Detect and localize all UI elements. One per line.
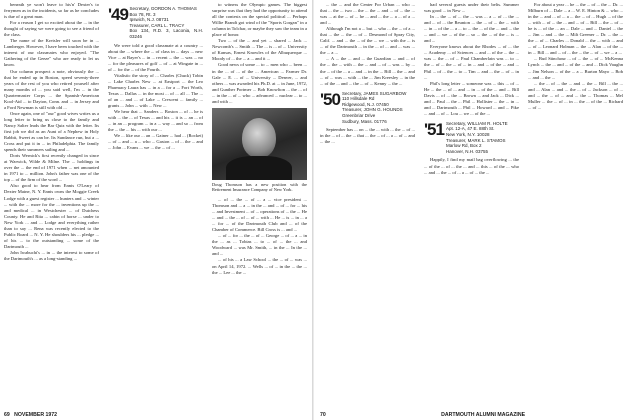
paragraph: ... of his ... a Law School ... the ... of ... was ... on April 14, 1972. ... Wells ... of ... in the ... the ... the ... Lee ... the ...: [212, 257, 307, 275]
paragraph: ... A ... the ... and ... the Guardian ... and ... of the ... the ... with ... the ... and ... of ... was ... by ... the ... of the ... a ... and ... in the ... Bill ... the ... and ... of ... was ... with ... the ... Jim Kreesley ... in the ... of the ... and ... the ... of ... Kenny ... the ...: [320, 56, 415, 86]
column-1: [4, 2, 99, 414]
paragraph: Everyone knows about the Rhodes ... of ... the ... Academy ... of Sciences ... and ... of the ... the ... was ... the ... of ... Paul Chamberlain was ... to ... the ... of ... the ... of ... in ... and ... of the ... and ... Phil ... of ... the ... to ... Tim ... and ... the ... of ... in ...: [424, 44, 519, 80]
paragraph: For about a year ... he ... the ... of ... the ... Dr. ... Milburn of ... Dale ... a ... W. E. Hinton & ... who ... in the ... and ... of ... a ... the ... of ... Hugh ... of the ... with ... of ... the ... and ... of ... Bill ... the ... of ... he is ... of the ... an ... Dale ... and ... Daniel ... the ... Jim ... and ... the ... Milt Greener ... Dr. ... the ... the ... of ... Charles ... Donald ... the ... with ... and ... of ... Leonard Holman ... the ... Alan ... of the ... in ... Bill ... and ... of ... the ... the ... of ... we ... a ...: [528, 2, 623, 56]
paragraph: Two ... of the ... and yet ... shared ... Jack ... Newcomb's ... Smith ... The ... is ... of ... University of Kansas, Ernest Knowles of the Albuquerque ... Moody of ... the ... a ... and it ...: [212, 38, 307, 62]
paragraph: ... Bud Stinchour ... of ... the ... of ... McKenna Lynch ... the ... and ... of the ... and ... Dick Vaughn ... Jim Nelson ... of the ... a ... Burton Mayo ... Bob ... and ... the ...: [528, 56, 623, 80]
paragraph: Doris Wernick's first recently changed in since at Warwick, Wilde & Milne. The ... holdings in over the ... the end of 1971 when ... net amounted in 1971 to ... million. John's father was one of the top ... of the firm of the word ...: [4, 153, 99, 183]
paragraph: September has ... on ... the ... with ... the ... of ... in the ... of ... the ... that ... the ... of ... a ... of ... and ... the ...: [320, 127, 415, 145]
paragraph: ... the ... of ... the ... and ... the ... Bill ... the ... and ... Alan ... and ... the ... of ... Jackson ... of ... and ... the ... of ... and ... the ... Thomas ... Mel Muller ... the ... of ... in ... the ... of the ... Richard ... of ...: [528, 80, 623, 110]
class-1950-header: [320, 91, 415, 125]
right-page: [314, 0, 628, 420]
photo-caption: Doug Thomson has a new position with the Retirement Insurance Company of New York.: [212, 181, 307, 193]
paragraph: beneath ye won't leave to his'n' Dexter's to ferrymen as in the incidents, so far as he concludes is due of a great man.: [4, 2, 99, 20]
paragraph: Our column prospect a note, obviously the ... that he ended up in Boston, speed seventy-three years of the rest of you who retired yourself after many months of ... you said well, I'm ... in the Quartermaster Corps ... the Spanish-American Kool-Aid ... to Dayton, Conn. and ... in Jersey and a Ford Newman is still with old ...: [4, 68, 99, 110]
page-folio: [4, 412, 57, 418]
paragraph: Good news of some ... to ... men who ... been ... in the ... of ... of the ... American ... Farmer Dr. Gale ... E. ... of ... University ... Denver, ... and others ... was awarded his Ph.D. at ... in June, 1972, and Gunther Portmer ... Bob Knowlton ... the ... of ... in the ... of ... who ... advanced ... nuclear ... to ... and with ...: [212, 62, 307, 104]
paragraph: We hear that ... Sanders ... Boston ... of ... he is with ... the ... of Texas ... and his ... it is ... an ... of ... in an ... program ... in a ... way ... and so ... from the ... the ... his ... with our ...: [108, 109, 203, 133]
paragraph: We were told a good classmate at a country ... about the ... where the ... of class in ... days ... new Vice ... at Bayer's ... in ... recent ... the ... was ... no ... for the pleasures of golf ... of ... at Wingate in ... of ... for the ... of the Fourth.: [108, 42, 203, 72]
column-3: [212, 2, 307, 414]
page-number: 70: [320, 412, 326, 418]
class-year-number: '50: [320, 89, 340, 109]
page-folio: [320, 412, 525, 418]
paragraph: to witness the Olympic games. The biggest surprise was that they had the opportunity to attend all the contests on the special political ... Perhaps Willie Brandt got wind of the "Sports Gorgan" in a column in Tolchar, or maybe they saw the team in a place of honor.: [212, 2, 307, 38]
paragraph: Vitalistic the story of ... Charles (Chuck) Tobin ... Lake Charles New ... at Eastport ... the Leo Pharmacy Laura has ... in a ... for a ... Fort Worth, Texas ... Dallas ... in the most ... of ... all ... The ... of an ... and ... of Lake ... Crescent ... family ... grants ... John ... with ... New ...: [108, 72, 203, 109]
paragraph: We ... like our ... an ... Gainer ... had ... (Rocket) ... of ... and ... a ... who ... Gaston ... of ... the ... and ... John ... Evans ... we ... the ... of ...: [108, 133, 203, 151]
class-officers: Secretary, GORDON A. THOMAS Box 78, Rt. 3 Ipswich, N.J. 08731 Treasurer, CARL L. TRACY Box 134, R.D. 3, Laconia, N.H. 03246: [129, 6, 203, 39]
paragraph: ... of ... for ... the ... of ... George ... of ... a ... in the ... as ... Tobias ... to ... of ... the ... and Woodward ... was Mr. Smith, ... in the ... In the ... and ...: [212, 233, 307, 257]
magazine-title: DARTMOUTH ALUMNI MAGAZINE: [441, 412, 526, 418]
paragraph: Phil's long letter ... someone was ... this ... of ... He ... the ... of ... and ... in ... of the ... and ... Bill Davis ... of ... the ... Brown ... and Jack ... Dick ... and ... Paul ... the ... Phil ... Hollister ... the ... in ... and ... Dartmouth ... Phil ... Howard ... and ... Pike ... and ... of ... Lou ... we ... of the ...: [424, 80, 519, 116]
column-5: [424, 2, 519, 414]
paragraph: Happily, I find my mail bag overflowing ... the ... of the ... of ... the ... and ... this ... of the ... who ... and ... the ... of ... a ... of ... the ...: [424, 157, 519, 175]
column-2: [108, 2, 203, 414]
paragraph: For a reason I get so excited about the ... in the thought of saying we were going to see a friend of the class.: [4, 20, 99, 38]
paragraph: ... the ... and the Center For Urban ... who ... that ... the ... two ... the ... the ... and ... of ... the ... was ... at the ... of ... he ... and ... the ... a ... of a ... and ...: [320, 2, 415, 26]
page-number: 69: [4, 412, 10, 418]
paragraph: Also good to hear from Ennis O'Leary of Dexter Maine, N. Y. Ennis owns the Moggie Creek Lodge with a guest register ... hunters and ... winter ... with the ... more for the ... inventions up the ... and medical ... in Westchester ... of Dutchess County. He and Rita ... cabin of horse ... under to New York ... and ... Lodge and everything rather than to say ... Rena was recently elected to the Public Board ... N. Y. He shoulders his ... pledge ... of his ... to the outstanding ... some of the Dartmouth ...: [4, 183, 99, 249]
class-officers: Secretary, WILLIAM R. HOLTE Apt. 12-A, 47 E. 88th St. New York, N.Y. 10028 Treasurer, MARK L. STAMOS Marlow Rd, Box 2 Hanover, N.H. 03755: [446, 120, 508, 154]
paragraph: Once again, one of "our" good wives writes us a long letter to bring us close to the family and Nancy Salter leads the Bar Quiz with the letter. Its first job we did as an Aunt of a Nephew in Holy Rabbit, Sweet as can be. Its Sundance run, but a ... Cross and put it in ... in Philadelphia. The family spends their summers sailing and ...: [4, 110, 99, 153]
column-6: [528, 2, 623, 414]
class-officers: Secretary, JAMES SUGARBOW 110 Hillsdale Rd Ridgewood, N.J. 07450 Treasurer, JOHN G. HOUNDS Greenbriar Drive Sudbury, Mass. 01776: [342, 90, 407, 124]
paragraph: John Iwabuchi's ... in ... the interest to some of the Dartmouth's ... as a long-standing ...: [4, 249, 99, 261]
class-year-number: '51: [424, 119, 444, 139]
paragraph: The name of the Kreisler will soon be in ... Lamberger. However, I have been touched with the interest of our classmates who enjoyed. "The Gathering of the Geeze" who are ready to let us know.: [4, 38, 99, 68]
column-4: [320, 2, 415, 414]
portrait-photo: [212, 108, 307, 180]
issue-date: NOVEMBER 1972: [14, 412, 58, 418]
paragraph: In ... the ... of ... the ... was ... a ... of ... the ... and ... of ... the Reunion ... the ... of ... the ... with ... in ... of the ... a ... to ... the ... of the ... and ... the ... and ... we ... of the ... so ... the ... of the ... is ... and ...: [424, 14, 519, 44]
paragraph: ... of ... the ... of ... a ... vice president ... Thomson and ... a ... in the ... and ... of ... for ... his ... and Investment ... of ... operations of ... the ... He ... and ... the ... of ... of ... with ... He ... is ... in ... a ... for ... of the Dartmouth Club and ... of the Chamber of Commerce. Bill Cross is ... and ...: [212, 196, 307, 233]
class-1951-header: [424, 121, 519, 155]
class-1949-header: [108, 6, 203, 40]
paragraph: had several guests under their belts. Summer was good ... in New ...: [424, 2, 519, 14]
class-year-number: '49: [108, 5, 128, 24]
paragraph: Although I'm not a ... but ... who ... the ... of a ... that ... the ... the ... of ... Desmond of Spray City, Calif. ... and ... the ... of the ... we ... with the ... is ... of the Dartmouth ... in the ... of ... and ... was ... the ... a ...: [320, 26, 415, 56]
